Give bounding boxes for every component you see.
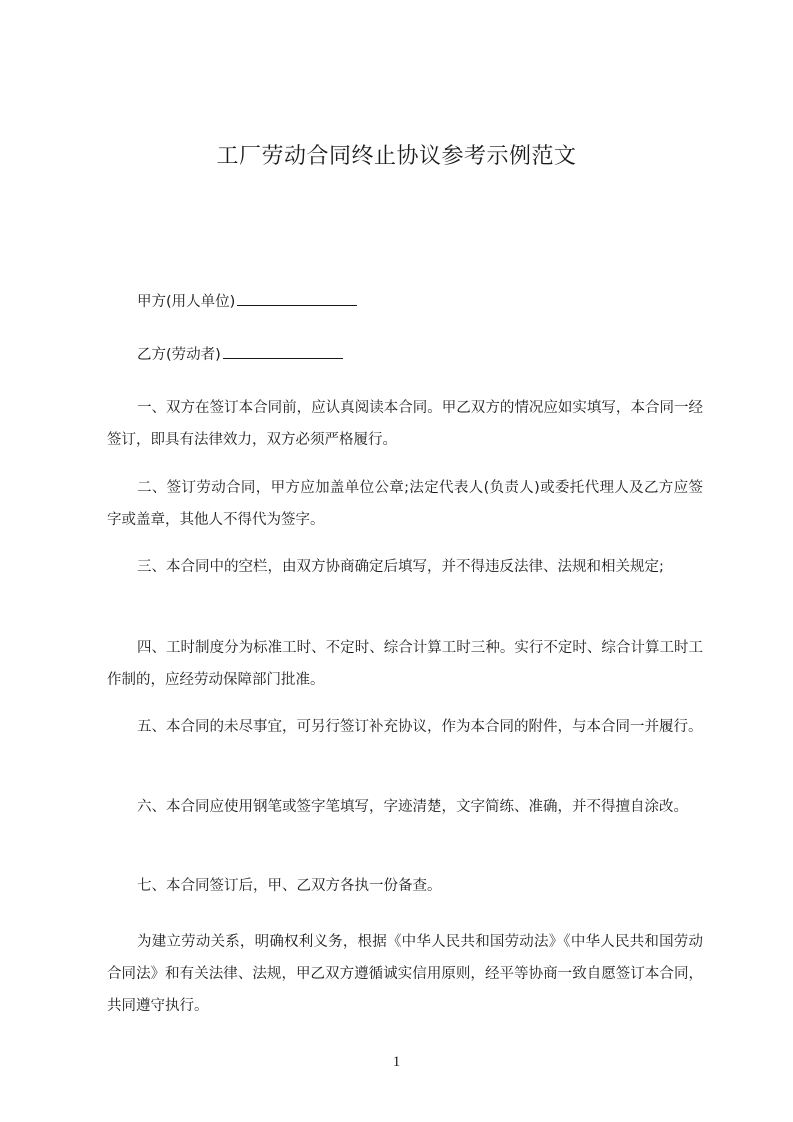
paragraph-3: 三、本合同中的空栏，由双方协商确定后填写，并不得违反法律、法规和相关规定; bbox=[137, 559, 664, 575]
document-title: 工厂劳动合同终止协议参考示例范文 bbox=[216, 144, 577, 169]
party-b-field bbox=[137, 343, 343, 366]
paragraph-8: 为建立劳动关系，明确权利义务，根据《中华人民共和国劳动法》《中华人民共和国劳动合同法》和有关法律、法规，甲乙双方遵循诚实信用原则，经平等协商一致自愿签订本合同，共同遵守执行。 bbox=[107, 934, 703, 1014]
paragraph-4: 四、工时制度分为标准工时、不定时、综合计算工时三种。实行不定时、综合计算工时工作制的，应经劳动保障部门批准。 bbox=[107, 640, 703, 688]
paragraph-5: 五、本合同的未尽事宜，可另行签订补充协议，作为本合同的附件，与本合同一并履行。 bbox=[137, 719, 703, 735]
party-b-label: 乙方(劳动者) bbox=[137, 347, 221, 363]
party-a-blank-line bbox=[237, 290, 357, 306]
party-a-label: 甲方(用人单位) bbox=[137, 294, 236, 310]
party-a-field bbox=[137, 290, 357, 313]
page-number: 1 bbox=[392, 1054, 401, 1070]
party-b-blank-line bbox=[223, 343, 343, 359]
paragraph-1: 一、双方在签订本合同前，应认真阅读本合同。甲乙双方的情况应如实填写，本合同一经签订，即具有法律效力，双方必须严格履行。 bbox=[107, 400, 703, 448]
paragraph-7: 七、本合同签订后，甲、乙双方各执一份备查。 bbox=[137, 878, 442, 894]
paragraph-2: 二、签订劳动合同，甲方应加盖单位公章;法定代表人(负责人)或委托代理人及乙方应签字或盖章，其他人不得代为签字。 bbox=[107, 480, 703, 528]
paragraph-6: 六、本合同应使用钢笔或签字笔填写，字迹清楚，文字简练、准确，并不得擅自涂改。 bbox=[137, 799, 688, 815]
